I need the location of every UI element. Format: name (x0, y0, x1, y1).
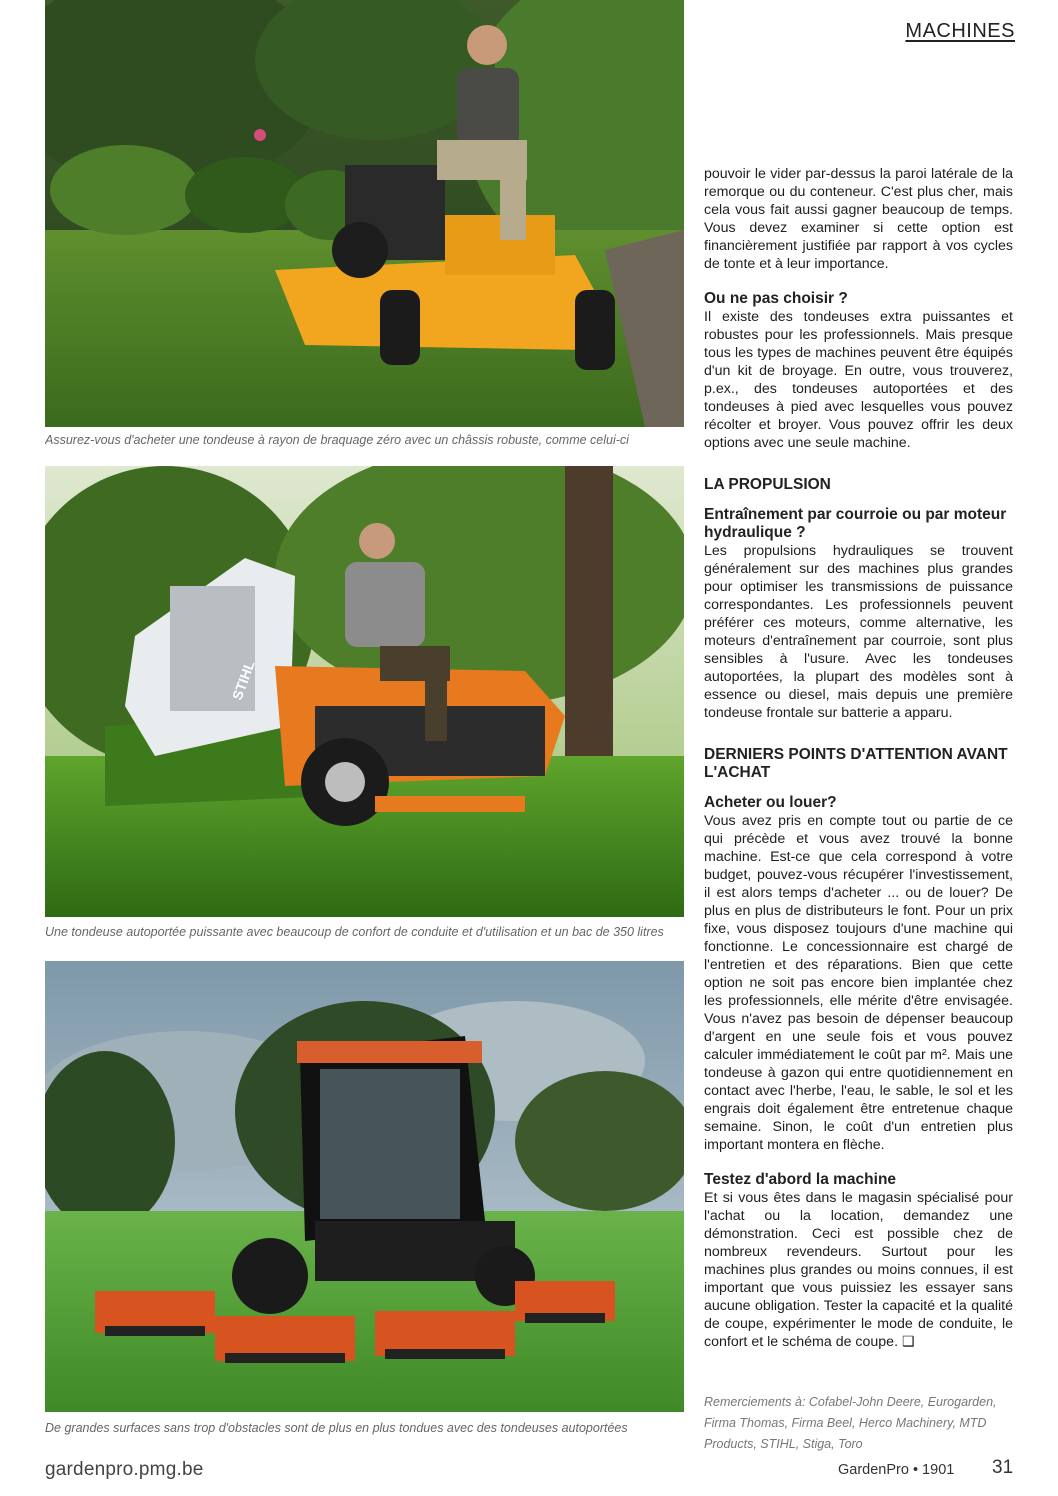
paragraph: Et si vous êtes dans le magasin spécialisé pour l'achat ou la location, demandez une démonstration. Ceci est possible chez de nombreux revendeurs. Surtout pour les machines plus grandes ou moins connues, il est important que vous puissiez les essayer sans aucune obligation. Tester la capacité et la qualité de coupe, expérimenter le mode de conduite, le confort et le schéma de coupe. ❑ (704, 1190, 1013, 1350)
photo-zero-turn-mower (45, 0, 684, 427)
photo-caption: De grandes surfaces sans trop d'obstacles sont de plus en plus tondues avec des tondeuses autoportées (45, 1421, 628, 1435)
acknowledgements: Remerciements à: Cofabel-John Deere, Eurogarden, Firma Thomas, Firma Beel, Herco Machinery, MTD Products, STIHL, Stiga, Toro (704, 1395, 997, 1451)
footer-magazine-issue: GardenPro • 1901 (838, 1462, 955, 1478)
section-label: MACHINES (905, 20, 1015, 42)
article-column (704, 165, 1013, 1351)
photo-caption: Une tondeuse autoportée puissante avec beaucoup de confort de conduite et d'utilisation et un bac de 350 litres (45, 925, 664, 939)
photo-ride-on-mower (45, 466, 684, 917)
brand-mark: STIHL (228, 658, 258, 703)
footer-website-link[interactable]: gardenpro.pmg.be (45, 1459, 204, 1480)
photo-caption: Assurez-vous d'acheter une tondeuse à rayon de braquage zéro avec un châssis robuste, comme celui-ci (45, 433, 629, 447)
intro-paragraph: pouvoir le vider par-dessus la paroi latérale de la remorque ou du conteneur. C'est plus cher, mais cela vous fait aussi gagner beaucoup de temps. Vous devez examiner si cette option est financièrement justifiée par rapport à vos cycles de tonte et à leur importance. (704, 166, 1013, 272)
subheading: Acheter ou louer? (704, 794, 837, 811)
paragraph: Vous avez pris en compte tout ou partie de ce qui précède et vous avez trouvé la bonne machine. Est-ce que cela correspond à votre budget, pouvez-vous récupérer l'investissement, il est alors temps d'acheter ... ou de louer? De plus en plus de distributeurs le font. Pour un prix fixe, vous disposez toujours d'une machine qui fonctionne. Le concessionnaire est chargé de l'entretien et des réparations. Bien que cette option ne soit pas encore bien implantée chez les professionnels, elle mérite d'être envisagée. Vous n'avez pas besoin de dépenser beaucoup d'argent en une seule fois et vous pouvez calculer immédiatement le coût par m². Mais une tondeuse à gazon qui entre quotidiennement en contact avec l'herbe, l'eau, le sable, le sol et les engrais doit également être entretenue chaque semaine. Sinon, le coût d'un entretien plus important montera en flèche. (704, 813, 1013, 1153)
paragraph: Il existe des tondeuses extra puissantes et robustes pour les professionnels. Mais presque tous les types de machines peuvent être équipés d'un kit de broyage. En outre, vous trouverez, p.ex., des tondeuses autoportées et des tondeuses à pied avec lesquelles vous pouvez récolter et broyer. Vous pouvez offrir les deux options avec une seule machine. (704, 309, 1013, 451)
subheading: Testez d'abord la machine (704, 1171, 897, 1188)
photo-reel-mower (45, 961, 684, 1412)
page-number: 31 (992, 1457, 1014, 1478)
subheading: Entraînement par courroie ou par moteur hydraulique ? (704, 506, 1007, 541)
section-title: DERNIERS POINTS D'ATTENTION AVANT L'ACHAT (704, 746, 1008, 781)
section-title: LA PROPULSION (704, 476, 831, 493)
paragraph: Les propulsions hydrauliques se trouvent généralement sur des machines plus grandes pour optimiser les transmissions de puissance correspondantes. Les professionnels peuvent préférer ces moteurs, comme alternative, les moteurs d'entraînement par courroie, sont plus sensibles à l'usure. Avec les tondeuses autoportées, la plupart des modèles sont à essence ou diesel, mais depuis une première tondeuse frontale sur batterie a apparu. (704, 543, 1013, 721)
subheading: Ou ne pas choisir ? (704, 290, 848, 307)
